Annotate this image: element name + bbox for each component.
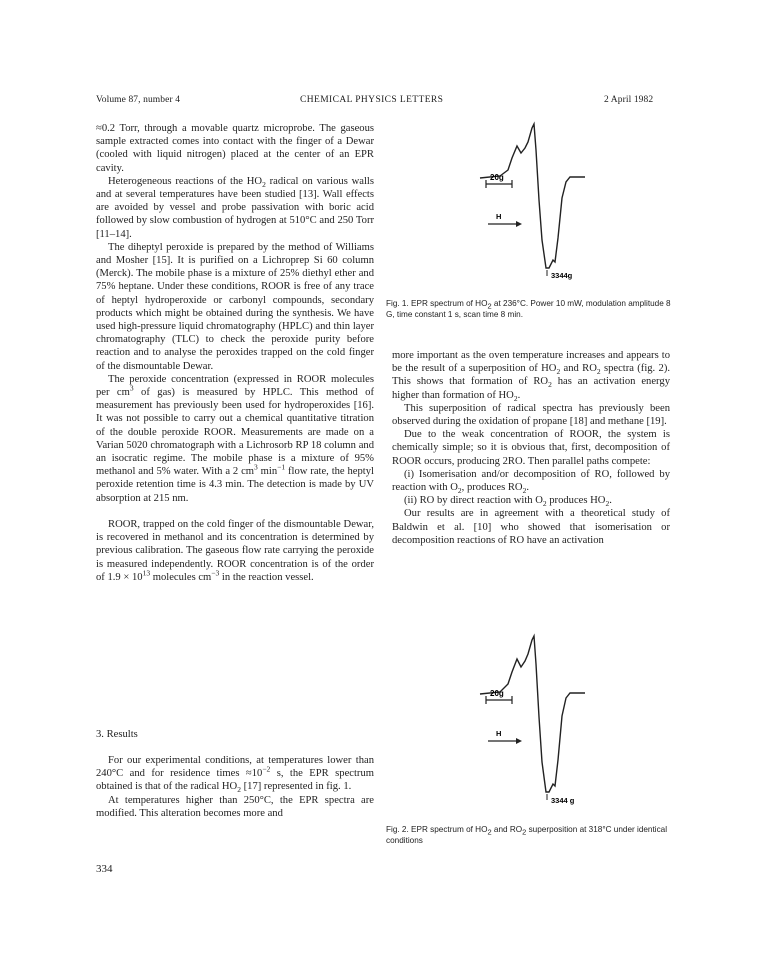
field-arrow-head (516, 221, 522, 227)
figure-2-caption: Fig. 2. EPR spectrum of $HO_2$ and $RO_2$ superposition at 318°C under identical conditions (386, 825, 668, 845)
header-journal: CHEMICAL PHYSICS LETTERS (300, 95, 444, 105)
scale-label: 20g (490, 173, 504, 182)
paragraph: more important as the oven temperature increases and appears to be the result of a superposition of $HO_2$ and $RO_2$ spectra (fig. 2). This shows that formation of $RO_2$ has an activation energy higher than formation of $HO_2$. (392, 350, 670, 403)
epr-trace (480, 124, 585, 268)
figure-2-epr-spectrum (470, 632, 630, 808)
paragraph: (i) Isomerisation and/or decomposition of RO, followed by reaction with $O_2$, produces $RO_2$. (392, 468, 670, 496)
paragraph: ROOR, trapped on the cold finger of the dismountable Dewar, is recovered in methanol and its concentration is determined by previous calibration. The gaseous flow rate carrying the peroxide is measured independently. ROOR concentration is of the order of $1.9 \times 10^{13}$ molecules $cm^{-3}$ in the reaction vessel. (96, 518, 374, 583)
scale-label: 20g (490, 689, 504, 698)
paragraph: The diheptyl peroxide is prepared by the method of Williams and Mosher [15]. It is purified on a Lichroprep Si 60 column (Merck). The mobile phase is a mixture of 25% diethyl ether and 75% heptane. Under these conditions, ROOR is free of any trace of heptyl hydroperoxide or carbonyl compounds, secondary products which might be obtained during the synthesis. We have used high-pressure liquid chromatography (HPLC) and thin layer chromatography (TLC) to check the peroxide purity before reaction and to analyse the peroxides trapped on the cold finger of the dismountable Dewar. (96, 241, 374, 372)
paragraph: Heterogeneous reactions of the $HO_2$ radical on various walls and at several temperatures have been studied [13]. Wall effects are avoided by vessel and probe passivation with boric acid followed by slow combustion of hydrogen at 510°C and 250 Torr [11–14]. (96, 175, 374, 240)
paragraph: ≈0.2 Torr, through a movable quartz microprobe. The gaseous sample extracted comes into contact with the finger of a Dewar (cooled with liquid nitrogen) placed at the center of an EPR cavity. (96, 123, 374, 174)
page-number: 334 (96, 863, 113, 875)
field-arrow-head (516, 738, 522, 744)
paragraph: This superposition of radical spectra has previously been observed during the oxidation of propane [18] and methane [19]. (392, 402, 670, 428)
paragraph: Due to the weak concentration of ROOR, the system is chemically simple; so it is obvious that, first, decomposition of ROOR occurs, producing 2RO. Then parallel paths compete: (392, 429, 670, 467)
paragraph: Our results are in agreement with a theoretical study of Baldwin et al. [10] who showed that isomerisation or decomposition reactions of RO have an activation (392, 508, 670, 546)
left-column-results (96, 754, 374, 820)
field-marker-label: 3344 g (551, 796, 575, 805)
field-axis-label: H (496, 212, 502, 221)
header-date: 2 April 1982 (604, 95, 654, 105)
figure-1-epr-spectrum (470, 120, 630, 280)
paragraph: The peroxide concentration (expressed in ROOR molecules per $cm^3$ of gas) is measured by HPLC. This method of measurement has previously been used for hydroperoxides [16]. It was not possible to carry out a chemical quantitative titration of the double peroxide ROOR. Measurements are made on a Varian 5020 chromatograph with a Lichrosorb RP 18 column and an isocratic regime. The mobile phase is a mixture of 95% methanol and 5% water. With a 2 $cm^3$ $\min^{-1}$ flow rate, the heptyl peroxide retention time is 4.3 min. The detection is made by UV absorption at 215 nm. (96, 373, 375, 504)
paragraph: At temperatures higher than 250°C, the EPR spectra are modified. This alteration becomes more and (96, 794, 374, 819)
paragraph: (ii) RO by direct reaction with $O_2$ produces $HO_2$. (404, 495, 612, 509)
section-heading-results: 3. Results (96, 729, 138, 740)
right-column (392, 349, 670, 547)
paragraph: For our experimental conditions, at temperatures lower than 240°C and for residence times $\approx 10^{-2}$ s, the EPR spectrum obtained is that of the radical $HO_2$ [17] represented in fig. 1. (96, 755, 374, 795)
figure-1-caption: Fig. 1. EPR spectrum of $HO_2$ at 236°C. Power 10 mW, modulation amplitude 8 G, time constant 1 s, scan time 8 min. (386, 299, 671, 319)
field-axis-label: H (496, 729, 502, 738)
left-column-top (96, 122, 374, 584)
header-volume: Volume 87, number 4 (96, 95, 181, 105)
epr-trace (480, 636, 585, 792)
field-marker-label: 3344g (551, 271, 573, 280)
